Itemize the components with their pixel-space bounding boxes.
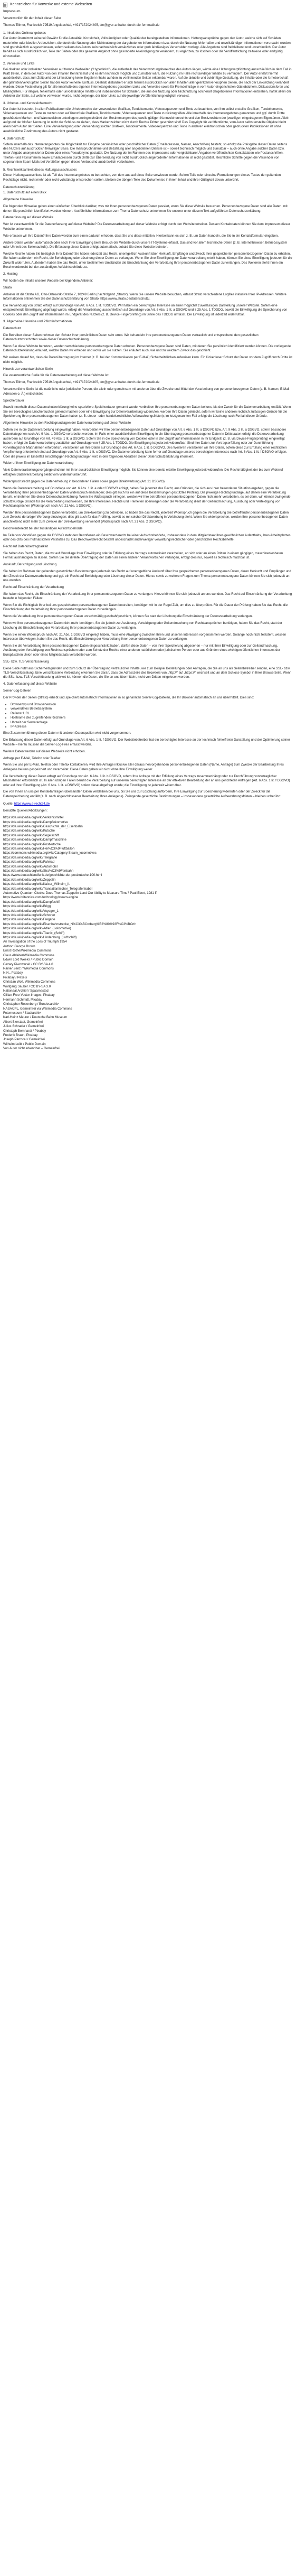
section-paragraph: Verantwortliche Stelle ist die natürliche oder juristische Person, die allein oder gemeinsam mit anderen über die Zwecke und Mittel der Verarbeitung von personenbezogenen Daten (z. B. Namen, E-Mail-Adressen o. Ä.) entscheidet.: [3, 387, 291, 396]
credit-item: https://de.wikipedia.org/wiki/Stra%C3%9Fenbahn: [3, 869, 74, 873]
credit-item: https://de.wikipedia.org/wiki/Brigg: [3, 904, 51, 909]
credit-item: Christian Wolf, Wikimedia Commons: [3, 980, 55, 984]
section-paragraph: 4. Datenerfassung auf dieser Website: [3, 682, 57, 686]
section-paragraph: Sofern Sie in die Datenverarbeitung eingewilligt haben, verarbeiten wir Ihre personenbezogenen Daten auf Grundlage von Art. 6 Abs. 1 lit. a DSGVO bzw. Art. 9 Abs. 2 lit. a DSGVO, sofern besondere Datenkategorien nach Art. 9 Abs. 1 DSGVO verarbeitet werden. Im Falle einer ausdrücklichen Einwilligung in die Übertragung personenbezogener Daten in Drittstaaten erfolgt die Datenverarbeitung außerdem auf Grundlage von Art. 49 Abs. 1 lit. a DSGVO. Sofern Sie in die Speicherung von Cookies oder in den Zugriff auf Informationen in Ihr Endgerät (z. B. via Device-Fingerprinting) eingewilligt haben, erfolgt die Datenverarbeitung zusätzlich auf Grundlage von § 25 Abs. 1 TDDDG. Die Einwilligung ist jederzeit widerrufbar. Sind Ihre Daten zur Vertragserfüllung oder zur Durchführung vorvertraglicher Maßnahmen erforderlich, verarbeiten wir Ihre Daten auf Grundlage des Art. 6 Abs. 1 lit. b DSGVO. Des Weiteren verarbeiten wir Ihre Daten, sofern diese zur Erfüllung einer rechtlichen Verpflichtung erforderlich sind auf Grundlage von Art. 6 Abs. 1 lit. c DSGVO. Die Datenverarbeitung kann ferner auf Grundlage unseres berechtigten Interesses nach Art. 6 Abs. 1 lit. f DSGVO erfolgen. Über die jeweils im Einzelfall einschlägigen Rechtsgrundlagen wird in den folgenden Absätzen dieser Datenschutzerklärung informiert.: [3, 428, 288, 459]
section-paragraph: Der Autor übernimmt keinerlei Gewähr für die Aktualität, Korrektheit, Vollständigkeit oder Qualität der bereitgestellten Informationen. Haftungsansprüche gegen den Autor, welche sich auf Schäden materieller oder ideeller Art beziehen, die durch die Nutzung oder Nichtnutzung der dargebotenen Informationen bzw. durch die Nutzung fehlerhafter und unvollständiger Informationen verursacht wurden, sind grundsätzlich ausgeschlossen, sofern seitens des Autors kein nachweislich vorsätzliches oder grob fahrlässiges Verschulden vorliegt. Alle Angebote sind freibleibend und unverbindlich. Der Autor behält es sich ausdrücklich vor, Teile der Seiten oder das gesamte Angebot ohne gesonderte Ankündigung zu verändern, zu ergänzen, zu löschen oder die Veröffentlichung zeitweise oder endgültig einzustellen.: [3, 36, 292, 58]
after-log-section: [3, 731, 293, 799]
document-icon: [3, 3, 7, 7]
credit-item: Pixabay / Pexels: [3, 975, 27, 979]
section-paragraph: Die Erfassung dieser Daten erfolgt auf Grundlage von Art. 6 Abs. 1 lit. f DSGVO. Der Websitebetreiber hat ein berechtigtes Interesse an der technisch fehlerfreien Darstellung und der Optimierung seiner Website – hierzu müssen die Server-Log-Files erfasst werden.: [3, 738, 290, 746]
section-paragraph: Bei direkten oder indirekten Verweisen auf fremde Webseiten ("Hyperlinks"), die außerhalb des Verantwortungsbereiches des Autors liegen, würde eine Haftungsverpflichtung ausschließlich in dem Fall in Kraft treten, in dem der Autor von den Inhalten Kenntnis hat und es ihm technisch möglich und zumutbar wäre, die Nutzung im Falle rechtswidriger Inhalte zu verhindern. Der Autor erklärt hiermit ausdrücklich, dass zum Zeitpunkt der Linksetzung keine illegalen Inhalte auf den zu verlinkenden Seiten erkennbar waren. Auf die aktuelle und zukünftige Gestaltung, die Inhalte oder die Urheberschaft der gelinkten/verknüpften Seiten hat der Autor keinerlei Einfluss. Deshalb distanziert er sich hiermit ausdrücklich von allen Inhalten aller gelinkten/verknüpften Seiten, die nach der Linksetzung verändert wurden. Diese Feststellung gilt für alle innerhalb des eigenen Internetangebotes gesetzten Links und Verweise sowie für Fremdeinträge in vom Autor eingerichteten Gästebüchern, Diskussionsforen und Mailinglisten. Für illegale, fehlerhafte oder unvollständige Inhalte und insbesondere für Schäden, die aus der Nutzung oder Nichtnutzung solcherart dargebotener Informationen entstehen, haftet allein der Anbieter der Seite, auf welche verwiesen wurde, nicht derjenige, der über Links auf die jeweilige Veröffentlichung lediglich verweist.: [3, 67, 292, 98]
section-paragraph: Im Falle von Verstößen gegen die DSGVO steht den Betroffenen ein Beschwerderecht bei einer Aufsichtsbehörde, insbesondere in dem Mitgliedstaat ihres gewöhnlichen Aufenthalts, ihres Arbeitsplatzes oder des Orts des mutmaßlichen Verstoßes zu. Das Beschwerderecht besteht unbeschadet anderweitiger verwaltungsrechtlicher oder gerichtlicher Rechtsbehelfe.: [3, 533, 291, 542]
credit-item: https://de.wikipedia.org/wiki/Fahrrad: [3, 860, 55, 864]
section-paragraph: Soweit innerhalb dieser Datenschutzerklärung keine speziellere Speicherdauer genannt wurde, verbleiben Ihre personenbezogenen Daten bei uns, bis der Zweck für die Datenverarbeitung entfällt. Wenn Sie ein berechtigtes Löschersuchen geltend machen oder eine Einwilligung zur Datenverarbeitung widerrufen, werden Ihre Daten gelöscht, sofern wir keine anderen rechtlich zulässigen Gründe für die Speicherung Ihrer personenbezogenen Daten haben (z. B. steuer- oder handelsrechtliche Aufbewahrungsfristen); im letztgenannten Fall erfolgt die Löschung nach Fortfall dieser Gründe.: [3, 405, 291, 418]
credit-item: https://de.wikipedia.org/wiki/Dampflokomotive: [3, 820, 68, 824]
credit-item: Automotive Quantum Clocks: Does Thomas Zeppelin Land Our Ability to Measure Time? Paul Ebert, 1981 ff.: [3, 891, 158, 895]
credit-item: https://de.wikipedia.org/wiki/Automobil: [3, 864, 58, 869]
section-paragraph: Anfrage per E-Mail, Telefon oder Telefax: [3, 756, 61, 760]
list-item: • Uhrzeit der Serveranfrage: [11, 721, 293, 725]
source-label: Quelle:: [3, 802, 14, 806]
credit-item: Cillian-Free-Vector-Images, Pixabay: [3, 993, 55, 997]
credit-item: Ernst Rothe/Wikimedia Commons: [3, 949, 52, 953]
section-paragraph: Sie haben im Rahmen der geltenden gesetzlichen Bestimmungen jederzeit das Recht auf unentgeltliche Auskunft über Ihre gespeicherten personenbezogenen Daten, deren Herkunft und Empfänger und den Zweck der Datenverarbeitung und ggf. ein Recht auf Berichtigung oder Löschung dieser Daten. Hierzu sowie zu weiteren Fragen zum Thema personenbezogene Daten können Sie sich jederzeit an uns wenden.: [3, 570, 291, 582]
responsible-line: Verantwortlich für den Inhalt dieser Seite: [3, 16, 61, 21]
credit-item: https://www.deutschlandfunk.de/geschichte-der-postkutsche-100.html: [3, 873, 102, 878]
image-credits-list: [3, 816, 293, 1051]
header-bar: [3, 3, 293, 7]
section-paragraph: Datenerfassung auf dieser Website: [3, 216, 54, 220]
credit-item: Joseph Parrocel / Gemeinfrei: [3, 1038, 45, 1042]
section-paragraph: SSL- bzw. TLS-Verschlüsselung: [3, 659, 49, 664]
credit-item: Author: George Brown: [3, 944, 35, 948]
list-item: • Hostname des zugreifenden Rechners: [11, 716, 293, 720]
credit-item: Fotomuseum / Stadtarchiv: [3, 1011, 41, 1015]
section-paragraph: Allgemeine Hinweise zu den Rechtsgrundlagen der Datenverarbeitung auf dieser Website: [3, 421, 131, 425]
section-paragraph: Sofern innerhalb des Internetangebotes die Möglichkeit zur Eingabe persönlicher oder geschäftlicher Daten (Emailadressen, Namen, Anschriften) besteht, so erfolgt die Preisgabe dieser Daten seitens des Nutzers auf ausdrücklich freiwilliger Basis. Die Inanspruchnahme und Bezahlung aller angebotenen Dienste ist – soweit technisch möglich und zumutbar – auch ohne Angabe solcher Daten bzw. unter Angabe anonymisierter Daten oder eines Pseudonyms gestattet. Die Nutzung der im Rahmen des Impressums oder vergleichbarer Angaben veröffentlichten Kontaktdaten wie Postanschriften, Telefon- und Faxnummern sowie Emailadressen durch Dritte zur Übersendung von nicht ausdrücklich angeforderten Informationen ist nicht gestattet. Rechtliche Schritte gegen die Versender von sogenannten Spam-Mails bei Verstößen gegen dieses Verbot sind ausdrücklich vorbehalten.: [3, 142, 288, 164]
credit-item: https://de.wikipedia.org/wiki/Transatlantischer_Telegrafenkabel: [3, 886, 92, 891]
credit-item: N.N., Pixabay: [3, 971, 23, 975]
list-item: • verwendetes Betriebssystem: [11, 707, 293, 711]
section-paragraph: Sie haben das Recht, Daten, die wir auf Grundlage Ihrer Einwilligung oder in Erfüllung eines Vertrags automatisiert verarbeiten, an sich oder an einen Dritten in einem gängigen, maschinenlesbaren Format aushändigen zu lassen. Sofern Sie die direkte Übertragung der Daten an einen anderen Verantwortlichen verlangen, erfolgt dies nur, soweit es technisch machbar ist.: [3, 551, 283, 560]
imprint-page: [0, 0, 296, 1051]
section-paragraph: Wenn die Datenverarbeitung auf Grundlage von Art. 6 Abs. 1 lit. e oder f DSGVO erfolgt, haben Sie jederzeit das Recht, aus Gründen, die sich aus Ihrer besonderen Situation ergeben, gegen die Verarbeitung Ihrer personenbezogenen Daten Widerspruch einzulegen; dies gilt auch für ein auf diese Bestimmungen gestütztes Profiling. Die jeweilige Rechtsgrundlage, auf denen eine Verarbeitung beruht, entnehmen Sie dieser Datenschutzerklärung. Wenn Sie Widerspruch einlegen, werden wir Ihre betroffenen personenbezogenen Daten nicht mehr verarbeiten, es sei denn, wir können zwingende schutzwürdige Gründe für die Verarbeitung nachweisen, die Ihre Interessen, Rechte und Freiheiten überwiegen oder die Verarbeitung dient der Geltendmachung, Ausübung oder Verteidigung von Rechtsansprüchen (Widerspruch nach Art. 21 Abs. 1 DSGVO).: [3, 486, 291, 508]
section-title: Datenschutzerklärung: [3, 185, 35, 189]
credit-item: https://de.wikipedia.org/wiki/Adler_(Lokomotive): [3, 927, 71, 931]
section-paragraph: Auskunft, Berichtigung und Löschung: [3, 563, 56, 567]
section-paragraph: Wer ist verantwortlich für die Datenerfassung auf dieser Website? Die Datenverarbeitung auf dieser Website erfolgt durch den Websitebetreiber. Dessen Kontaktdaten können Sie dem Impressum dieser Website entnehmen.: [3, 222, 290, 231]
section-paragraph: Wenn die Verarbeitung Ihrer personenbezogenen Daten unrechtmäßig geschah/geschieht, können Sie statt der Löschung die Einschränkung der Datenverarbeitung verlangen.: [3, 614, 253, 619]
source-link[interactable]: https://www.e-recht24.de: [14, 802, 50, 806]
list-item: • Referrer URL: [11, 712, 293, 716]
section-paragraph: Dieser Haftungsausschluss ist als Teil des Internetangebotes zu betrachten, von dem aus auf diese Seite verwiesen wurde. Sofern Teile oder einzelne Formulierungen dieses Textes der geltenden Rechtslage nicht, nicht mehr oder nicht vollständig entsprechen sollten, bleiben die übrigen Teile des Dokumentes in ihrem Inhalt und ihrer Gültigkeit davon unberührt.: [3, 173, 281, 182]
list-item: • IP-Adresse: [11, 725, 293, 729]
section-paragraph: Die verantwortliche Stelle für die Datenverarbeitung auf dieser Website ist:: [3, 374, 109, 378]
credit-item: https://de.wikipedia.org/wiki/Eisenbahnstrecke_N%C3%BCrnberg%E2%80%93F%C3%BCrth: [3, 922, 136, 926]
section-paragraph: Welche Rechte haben Sie bezüglich Ihrer Daten? Sie haben jederzeit das Recht, unentgeltlich Auskunft über Herkunft, Empfänger und Zweck Ihrer gespeicherten personenbezogenen Daten zu erhalten. Sie haben außerdem ein Recht, die Berichtigung oder Löschung dieser Daten zu verlangen. Wenn Sie eine Einwilligung zur Datenverarbeitung erteilt haben, können Sie diese Einwilligung jederzeit für die Zukunft widerrufen. Außerdem haben Sie das Recht, unter bestimmten Umständen die Einschränkung der Verarbeitung Ihrer personenbezogenen Daten zu verlangen. Des Weiteren steht Ihnen ein Beschwerderecht bei der zuständigen Aufsichtsbehörde zu.: [3, 251, 292, 269]
section-paragraph: 3. Allgemeine Hinweise und Pflichtinformationen: [3, 319, 72, 323]
section-paragraph: Der Provider der Seiten (Strato) erhebt und speichert automatisch Informationen in so genannten Server-Log-Dateien, die Ihr Browser automatisch an uns übermittelt. Dies sind:: [3, 696, 254, 700]
credit-item: Von Autor nicht erkennbar – Gemeinfrei: [3, 1047, 60, 1051]
section-paragraph: Allgemeine Hinweise: [3, 198, 33, 202]
image-credits-heading: Benutzte Quellen/Abbildungen:: [3, 809, 48, 813]
credit-item: Julius Schrader / Gemeinfrei: [3, 1024, 44, 1029]
impressum-heading: Impressum: [3, 10, 21, 13]
credit-item: Wilhelm Leibl / Public Domain: [3, 1042, 46, 1046]
credit-item: Albert Bierstadt, Gemeinfrei: [3, 1020, 43, 1024]
page-header-title: Kennzeichen für Vorwerke und externe Webseiten: [10, 3, 92, 7]
section-paragraph: Weitere Daten werden auf dieser Webseite nicht erhoben.: [3, 749, 86, 753]
credit-item: Karl-Heinz Meurer / Deutsche Bahn Museum: [3, 1015, 68, 1020]
credit-item: https://de.wikipedia.org/wiki/Segelschiff: [3, 833, 59, 837]
section-paragraph: Werden Ihre personenbezogenen Daten verarbeitet, um Direktwerbung zu betreiben, so haben Sie das Recht, jederzeit Widerspruch gegen die Verarbeitung Sie betreffender personenbezogener Daten zum Zwecke derartiger Werbung einzulegen; dies gilt auch für das Profiling, soweit es mit solcher Direktwerbung in Verbindung steht. Wenn Sie widersprechen, werden Ihre personenbezogenen Daten anschließend nicht mehr zum Zwecke der Direktwerbung verwendet (Widerspruch nach Art. 21 Abs. 2 DSGVO).: [3, 511, 289, 524]
section-paragraph: Thomas Tillmer, Frankreich 79519 Angelbachtal, +4917172024405, tim@gyer-anhalter-durch-die-fernmatik.de: [3, 380, 160, 385]
credit-item: https://de.wikipedia.org/wiki/Dampfschiff: [3, 900, 60, 904]
credit-item: https://de.wikipedia.org/wiki/Hindenburg_(Luftschiff): [3, 936, 77, 940]
source-block: [3, 802, 293, 1051]
section-paragraph: Wenn Sie die Richtigkeit Ihrer bei uns gespeicherten personenbezogenen Daten bestreiten, benötigen wir in der Regel Zeit, um dies zu überprüfen. Für die Dauer der Prüfung haben Sie das Recht, die Einschränkung der Verarbeitung Ihrer personenbezogenen Daten zu verlangen.: [3, 603, 288, 612]
legal-sections: [3, 31, 293, 701]
section-title: 3. Urheber- und Kennzeichenrecht: [3, 101, 53, 106]
section-paragraph: 1. Datenschutz auf einen Blick: [3, 191, 46, 195]
section-paragraph: Wenn Sie uns per E-Mail, Telefon oder Telefax kontaktieren, wird Ihre Anfrage inklusive aller daraus hervorgehenden personenbezogenen Daten (Name, Anfrage) zum Zwecke der Bearbeitung Ihres Anliegens bei uns gespeichert und verarbeitet. Diese Daten geben wir nicht ohne Ihre Einwilligung weiter.: [3, 763, 284, 771]
section-paragraph: Die Verarbeitung dieser Daten erfolgt auf Grundlage von Art. 6 Abs. 1 lit. b DSGVO, sofern Ihre Anfrage mit der Erfüllung eines Vertrags zusammenhängt oder zur Durchführung vorvertraglicher Maßnahmen erforderlich ist. In allen übrigen Fällen beruht die Verarbeitung auf unserem berechtigten Interesse an der effektiven Bearbeitung der an uns gerichteten Anfragen (Art. 6 Abs. 1 lit. f DSGVO) oder auf Ihrer Einwilligung (Art. 6 Abs. 1 lit. a DSGVO) sofern diese abgefragt wurde; die Einwilligung ist jederzeit widerrufbar.: [3, 774, 290, 787]
section-paragraph: Datenschutz: [3, 326, 21, 330]
section-paragraph: Strato: [3, 285, 12, 290]
section-paragraph: Widerspruchsrecht gegen die Datenerhebung in besonderen Fällen sowie gegen Direktwerbung (Art. 21 DSGVO): [3, 479, 165, 483]
credit-item: https://www.britannica.com/technology/steam-engine: [3, 895, 79, 900]
server-log-list: [11, 703, 293, 729]
section-title: 5. Rechtswirksamkeit dieses Haftungsausschlusses: [3, 167, 77, 172]
section-paragraph: Andere Daten werden automatisch oder nach Ihrer Einwilligung beim Besuch der Website durch unsere IT-Systeme erfasst. Das sind vor allem technische Daten (z. B. Internetbrowser, Betriebssystem oder Uhrzeit des Seitenaufrufs). Die Erfassung dieser Daten erfolgt automatisch, sobald Sie diese Website betreten.: [3, 240, 288, 249]
credit-item: https://de.wikipedia.org/wiki/Geschichte_der_Eisenbahn: [3, 824, 83, 828]
section-title: 4. Datenschutz: [3, 137, 25, 141]
section-paragraph: Speicherdauer: [3, 398, 24, 403]
section-paragraph: Wie erfassen wir Ihre Daten? Ihre Daten werden zum einen dadurch erhoben, dass Sie uns diese mitteilen. Hierbei kann es sich z. B. um Daten handeln, die Sie in ein Kontaktformular eingeben.: [3, 234, 279, 238]
credit-item: https://de.wikipedia.org/wiki/Postkutsche: [3, 842, 61, 846]
section-paragraph: Die Betreiber dieser Seiten nehmen den Schutz Ihrer persönlichen Daten sehr ernst. Wir behandeln Ihre personenbezogenen Daten vertraulich und entsprechend den gesetzlichen Datenschutzvorschriften sowie dieser Datenschutzerklärung.: [3, 333, 259, 341]
section-paragraph: Recht auf Datenübertragbarkeit: [3, 545, 49, 548]
credit-item: Claus Ableiter/Wikimedia Commons: [3, 953, 54, 957]
section-paragraph: Die Verwendung von Strato erfolgt auf Grundlage von Art. 6 Abs. 1 lit. f DSGVO. Wir haben ein berechtigtes Interesse an einer möglichst zuverlässigen Darstellung unserer Website. Sofern eine entsprechende Einwilligung abgefragt wurde, erfolgt die Verarbeitung ausschließlich auf Grundlage von Art. 6 Abs. 1 lit. a DSGVO und § 25 Abs. 1 TDDDG, soweit die Einwilligung die Speicherung von Cookies oder den Zugriff auf Informationen im Endgerät des Nutzers (z. B. Device-Fingerprinting) im Sinne des TDDDG umfasst. Die Einwilligung ist jederzeit widerrufbar.: [3, 304, 288, 316]
credit-item: https://de.wikipedia.org/wiki/Verkehrsmittel: [3, 816, 64, 820]
credit-item: https://de.wikipedia.org/wiki/Schoner: [3, 913, 55, 918]
section-paragraph: Wenn Sie die Verarbeitung Ihrer personenbezogenen Daten eingeschränkt haben, dürfen diese Daten – von ihrer Speicherung abgesehen – nur mit Ihrer Einwilligung oder zur Geltendmachung, Ausübung oder Verteidigung von Rechtsansprüchen oder zum Schutz der Rechte einer anderen natürlichen oder juristischen Person oder aus Gründen eines wichtigen öffentlichen Interesses der Europäischen Union oder eines Mitgliedstaats verarbeitet werden.: [3, 643, 280, 657]
credit-item: Wolfgang Sauber / CC BY-SA 3.0: [3, 984, 51, 988]
list-item: • Browsertyp und Browserversion: [11, 703, 293, 707]
section-paragraph: Der Autor ist bestrebt, in allen Publikationen die Urheberrechte der verwendeten Grafiken, Tondokumente, Videosequenzen und Texte zu beachten, von ihm selbst erstellte Grafiken, Tondokumente, Videosequenzen und Texte zu nutzen oder auf lizenzfreie Grafiken, Tondokumente, Videosequenzen und Texte zurückzugreifen. Alle innerhalb des Internetangebotes genannten und ggf. durch Dritte geschützten Marken- und Warenzeichen unterliegen uneingeschränkt den Bestimmungen des jeweils gültigen Kennzeichenrechts und den Besitzrechten der jeweiligen eingetragenen Eigentümer. Allein aufgrund der bloßen Nennung ist nicht der Schluss zu ziehen, dass Markenzeichen nicht durch Rechte Dritter geschützt sind! Das Copyright für veröffentlichte, vom Autor selbst erstellte Objekte bleibt allein beim Autor der Seiten. Eine Vervielfältigung oder Verwendung solcher Grafiken, Tondokumente, Videosequenzen und Texte in anderen elektronischen oder gedruckten Publikationen ist ohne ausdrückliche Zustimmung des Autors nicht gestattet.: [3, 107, 290, 133]
section-paragraph: Server-Log-Dateien: [3, 689, 32, 693]
credit-item: Nationaal Archief / Spaarnestad: [3, 988, 49, 993]
section-paragraph: Wenn Sie diese Website benutzen, werden verschiedene personenbezogene Daten erhoben. Personenbezogene Daten sind Daten, mit denen Sie persönlich identifiziert werden können. Die vorliegende Datenschutzerklärung erläutert, welche Daten wir erheben und wofür wir sie nutzen. Sie erläutert auch, wie und zu welchem Zweck das geschieht.: [3, 344, 291, 353]
section-paragraph: Wenn Sie einen Widerspruch nach Art. 21 Abs. 1 DSGVO eingelegt haben, muss eine Abwägung zwischen Ihren und unseren Interessen vorgenommen werden. Solange noch nicht feststeht, wessen Interessen überwiegen, haben Sie das Recht, die Einschränkung der Verarbeitung Ihrer personenbezogenen Daten zu verlangen.: [3, 632, 287, 641]
section-paragraph: Wir hosten die Inhalte unserer Website bei folgendem Anbieter:: [3, 278, 93, 283]
section-paragraph: Viele Datenverarbeitungsvorgänge sind nur mit Ihrer ausdrücklichen Einwilligung möglich. Sie können eine bereits erteilte Einwilligung jederzeit widerrufen. Die Rechtmäßigkeit der bis zum Widerruf erfolgten Datenverarbeitung bleibt vom Widerruf unberührt.: [3, 468, 283, 477]
source-line: [3, 802, 293, 806]
section-paragraph: 2. Hosting: [3, 272, 18, 276]
credit-item: Hermann Schmidt, Pixabay: [3, 997, 42, 1002]
credit-item: https://de.wikipedia.org/wiki/Zeppelin: [3, 878, 56, 882]
section-paragraph: Die von Ihnen an uns per Kontaktanfragen übersandten Daten verbleiben bei uns, bis Sie uns zur Löschung auffordern, Ihre Einwilligung zur Speicherung widerrufen oder der Zweck für die Datenspeicherung entfällt (z. B. nach abgeschlossener Bearbeitung Ihres Anliegens). Zwingende gesetzliche Bestimmungen – insbesondere gesetzliche Aufbewahrungsfristen – bleiben unberührt.: [3, 790, 282, 798]
credit-item: https://de.wikipedia.org/wiki/Kaiser_Wilhelm_II.: [3, 882, 70, 886]
credit-item: An Investigation of the Loss of Triumph 1954: [3, 940, 67, 944]
section-title: 1. Inhalt des Onlineangebotes: [3, 31, 46, 35]
section-title: 2. Verweise und Links: [3, 62, 35, 66]
section-paragraph: Beschwerderecht bei der zuständigen Aufsichtsbehörde: [3, 526, 83, 530]
section-paragraph: Anbieter ist die Strato AG, Otto-Ostrowski-Straße 7, 10249 Berlin (nachfolgend „Strato“). Wenn Sie unsere Website besuchen, erfasst Strato verschiedene Logfiles inklusive Ihrer IP-Adressen. Weitere Informationen entnehmen Sie der Datenschutzerklärung von Strato: https://www.strato.de/datenschutz/.: [3, 292, 287, 301]
section-paragraph: Widerruf Ihrer Einwilligung zur Datenverarbeitung: [3, 461, 74, 465]
credit-item: Cezary Piwowarski / CC BY-SA 4.0: [3, 962, 53, 966]
credit-item: https://de.wikipedia.org/wiki/Voyager_1: [3, 909, 59, 913]
credit-item: https://de.wikipedia.org/wiki/Kutsche: [3, 829, 55, 833]
credit-item: Frederik Braun, Pixabay: [3, 1033, 38, 1037]
section-paragraph: Sie haben das Recht, die Einschränkung der Verarbeitung Ihrer personenbezogenen Daten zu verlangen. Hierzu können Sie sich jederzeit an uns wenden. Das Recht auf Einschränkung der Verarbeitung besteht in folgenden Fällen:: [3, 592, 292, 601]
section-paragraph: Hinweis zur verantwortlichen Stelle: [3, 367, 53, 371]
credit-item: https://de.wikipedia.org/wiki/Fregatte: [3, 918, 55, 922]
credit-item: https://de.wikipedia.org/wiki/Dampfmaschine: [3, 838, 66, 842]
section-paragraph: Die folgenden Hinweise geben einen einfachen Überblick darüber, was mit Ihren personenbezogenen Daten passiert, wenn Sie diese Website besuchen. Personenbezogene Daten sind alle Daten, mit denen Sie persönlich identifiziert werden können. Ausführliche Informationen zum Thema Datenschutz entnehmen Sie unserer unter diesem Text aufgeführten Datenschutzerklärung.: [3, 204, 288, 213]
credit-item: Rainer Zenz / Wikimedia Commons: [3, 966, 54, 970]
section-paragraph: Eine Zusammenführung dieser Daten mit anderen Datenquellen wird nicht vorgenommen.: [3, 731, 131, 735]
section-paragraph: Recht auf Einschränkung der Verarbeitung: [3, 585, 64, 589]
credit-item: NASA/JPL, Gemeinfrei via Wikimedia Commons: [3, 1006, 72, 1011]
credit-item: Edwin Lord Weeks / Public Domain: [3, 958, 54, 962]
credit-item: Christopher Rosenberg / Bundesarchiv: [3, 1002, 59, 1006]
credit-item: https://de.wikipedia.org/wiki/Titanic_(Schiff): [3, 931, 65, 935]
section-paragraph: Wir weisen darauf hin, dass die Datenübertragung im Internet (z. B. bei der Kommunikation per E-Mail) Sicherheitslücken aufweisen kann. Ein lückenloser Schutz der Daten vor dem Zugriff durch Dritte ist nicht möglich.: [3, 356, 292, 364]
credit-item: https://de.wikipedia.org/wiki/Telegrafie: [3, 855, 58, 860]
credit-item: Christoph Bernhardt / Pixabay: [3, 1029, 46, 1033]
credit-item: https://de.wikipedia.org/wiki/Hei%C3%9Fluftballon: [3, 846, 75, 851]
address-line: Thomas Tillmer, Frankreich 79519 Angelbachtal, +4917172024405, tim@gyer-anhalter-durch-die-fernmatik.de: [3, 23, 160, 27]
credit-item: https://commons.wikimedia.org/wiki/Category:Steam_locomotives: [3, 851, 97, 855]
section-paragraph: Wenn wir Ihre personenbezogenen Daten nicht mehr benötigen, Sie sie jedoch zur Ausübung, Verteidigung oder Geltendmachung von Rechtsansprüchen benötigen, haben Sie das Recht, statt der Löschung die Einschränkung der Verarbeitung Ihrer personenbezogenen Daten zu verlangen.: [3, 621, 282, 630]
section-paragraph: Diese Seite nutzt aus Sicherheitsgründen und zum Schutz der Übertragung vertraulicher Inhalte, wie zum Beispiel Bestellungen oder Anfragen, die Sie an uns als Seitenbetreiber senden, eine SSL- bzw. TLS-Verschlüsselung. Eine verschlüsselte Verbindung erkennen Sie daran, dass die Adresszeile des Browsers von „http://“ auf „https://“ wechselt und an dem Schloss-Symbol in Ihrer Browserzeile. Wenn die SSL- bzw. TLS-Verschlüsselung aktiviert ist, können die Daten, die Sie an uns übermitteln, nicht von Dritten mitgelesen werden.: [3, 666, 292, 679]
